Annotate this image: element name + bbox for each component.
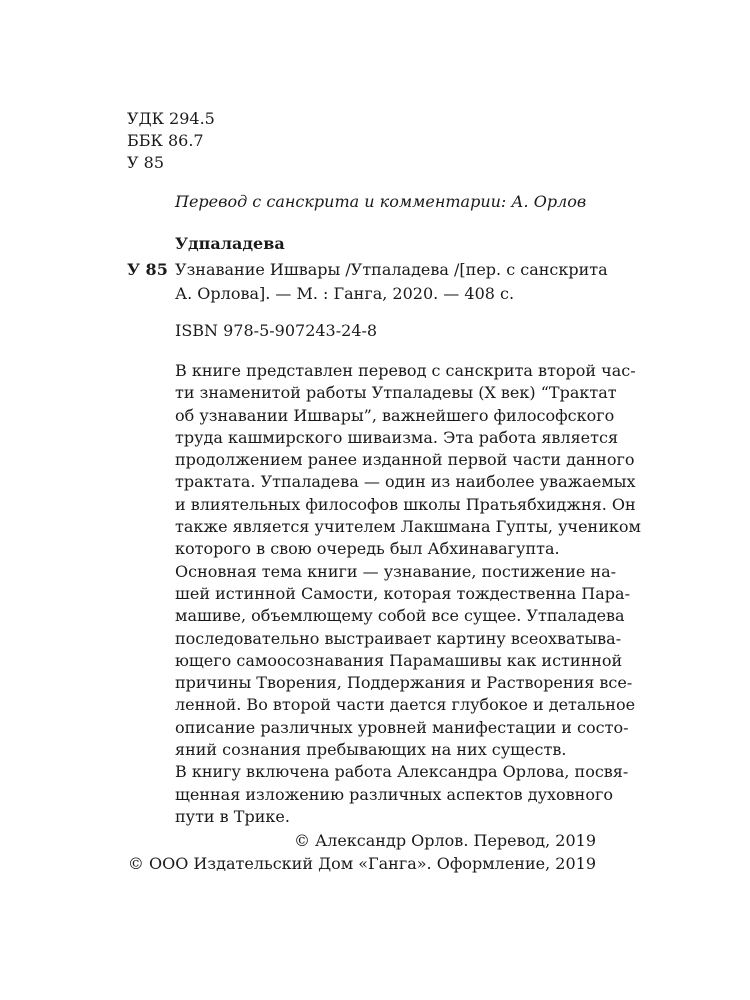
- udk-code: УДК 294.5: [127, 109, 215, 128]
- annotation-line: труда кашмирского шиваизма. Эта работа является: [175, 427, 619, 447]
- bibliographic-line: Узнавание Ишвары /Утпаладева /[пер. с санскрита: [175, 260, 608, 279]
- annotation-line: которого в свою очередь был Абхинавагупта.: [175, 539, 560, 559]
- translator-note: Перевод с санскрита и комментарии: А. Орлов: [175, 192, 587, 211]
- author-name: Удпаладева: [175, 234, 285, 253]
- annotation-line: и влиятельных философов школы Пратьябхиджня. Он: [175, 494, 636, 514]
- classification-codes: [127, 108, 215, 174]
- bibliographic-record: [175, 258, 608, 306]
- annotation-line: пути в Трике.: [175, 806, 290, 826]
- annotation-line: В книге представлен перевод с санскрита второй час-: [175, 361, 636, 380]
- annotation-line: также является учителем Лакшмана Гупты, учеником: [175, 517, 641, 537]
- annotation-line: шей истинной Самости, которая тождественна Пара-: [175, 583, 630, 603]
- classmark: У 85: [127, 260, 168, 279]
- isbn: ISBN 978-5-907243-24-8: [175, 321, 378, 340]
- annotation-line: ленной. Во второй части дается глубокое и детальное: [175, 695, 636, 715]
- annotation-line: Основная тема книги — узнавание, постижение на-: [175, 561, 617, 581]
- annotation-line: яний сознания пребывающих на них существ.: [175, 740, 567, 760]
- annotation-line: В книгу включена работа Александра Орлова, посвя-: [175, 762, 629, 782]
- annotation-line: об узнавании Ишвары”, важнейшего философского: [175, 405, 615, 425]
- bibliographic-line: А. Орлова]. — М. : Ганга, 2020. — 408 с.: [175, 284, 515, 303]
- copyright-block: [128, 829, 596, 875]
- annotation-line: щенная изложению различных аспектов духовного: [175, 784, 613, 804]
- annotation-line: машиве, объемлющему собой все сущее. Утпаладева: [175, 606, 625, 626]
- copyright-line: © ООО Издательский Дом «Ганга». Оформление, 2019: [127, 854, 596, 873]
- annotation-line: причины Творения, Поддержания и Растворения все-: [175, 673, 633, 693]
- annotation-line: описание различных уровней манифестации и состо-: [175, 717, 629, 737]
- annotation-line: ти знаменитой работы Утпаладевы (X век) “Трактат: [175, 383, 617, 403]
- annotation-line: продолжением ранее изданной первой части данного: [175, 450, 635, 470]
- annotation-line: трактата. Утпаладева — один из наиболее уважаемых: [175, 472, 636, 492]
- copyright-line: © Александр Орлов. Перевод, 2019: [293, 831, 596, 850]
- annotation: [175, 360, 641, 828]
- author-mark-code: У 85: [127, 153, 165, 172]
- bbk-code: ББК 86.7: [127, 131, 204, 150]
- annotation-line: последовательно выстраивает картину всеохватыва-: [175, 628, 622, 648]
- annotation-line: ющего самоосознавания Парамашивы как истинной: [175, 650, 623, 670]
